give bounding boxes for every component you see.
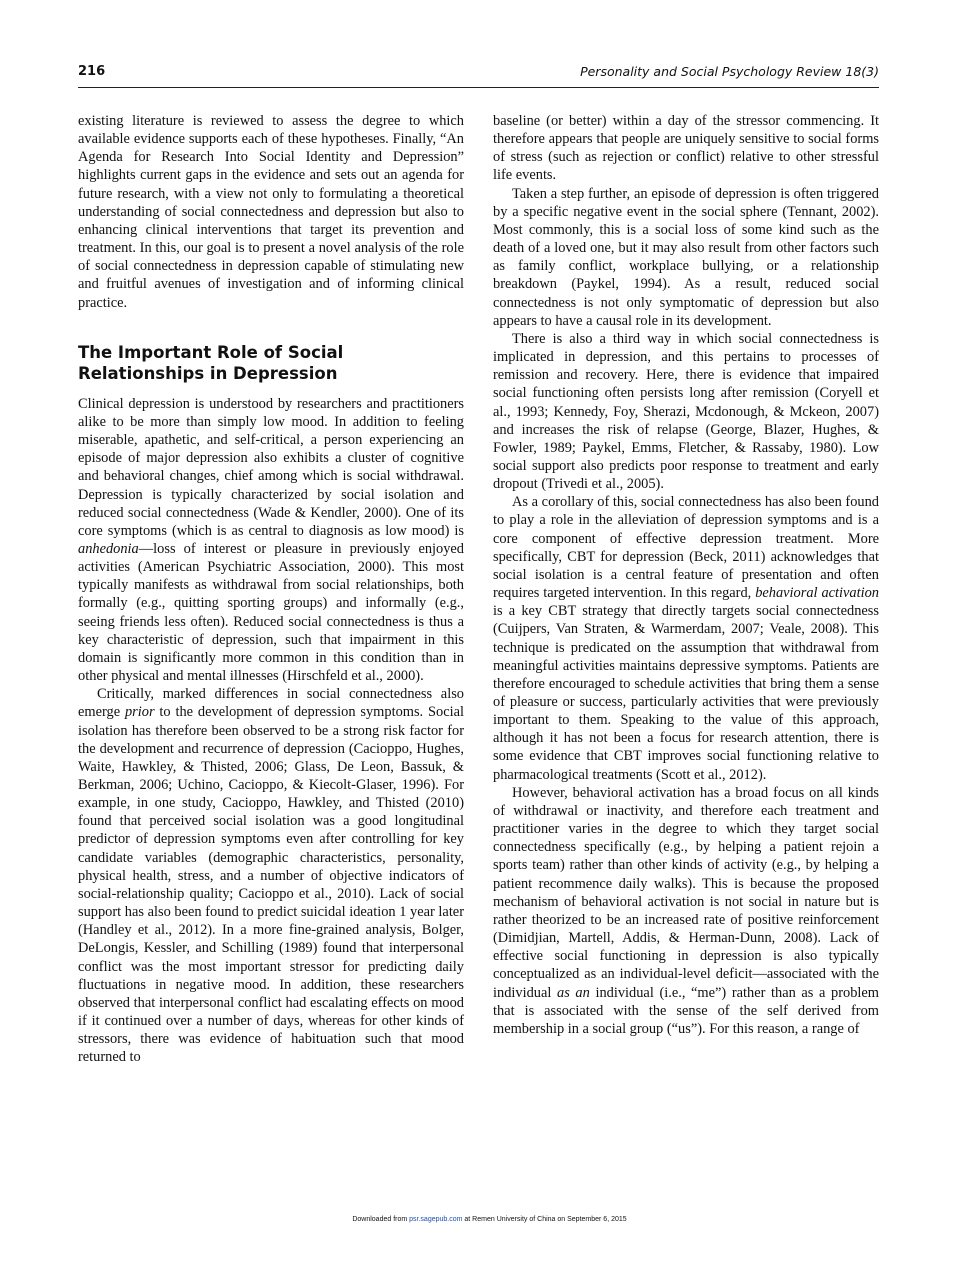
emphasis-as-an: as an — [557, 984, 590, 1001]
body-paragraph: Taken a step further, an episode of depression is often triggered by a specific negative event in the social sphere (Tennant, 2002). Most commonly, this is a social loss of some kind such as the death of a loved one, but it may also result from other factors such as family conflict, workplace bullying, or a relationship breakdown (Paykel, 1994). As a result, reduced social connectedness is not only symptomatic of depression but also appears to have a causal role in its development. — [493, 185, 879, 329]
running-header — [78, 64, 879, 86]
text-run: individual (i.e., “me”) rather than as a problem that is associated with the sense of the self derived from membership in a social group (“us”). For this reason, a range of — [493, 984, 879, 1037]
header-divider — [78, 87, 879, 88]
footer-prefix: Downloaded from — [352, 1216, 410, 1223]
body-paragraph — [78, 395, 464, 686]
body-paragraph — [78, 685, 464, 1066]
footer-suffix: at Remen University of China on September 6, 2015 — [462, 1216, 627, 1223]
text-run: —loss of interest or pleasure in previously enjoyed activities (American Psychiatric Association, 2000). This most typically manifests as withdrawal from social relationships, both formally (e.g., quitting sporting groups) and informally (e.g., seeing friends less often). Reduced social connectedness is thus a key characteristic of depression, such that impairment in this domain is significantly more common in this condition than in other physical and mental illnesses (Hirschfeld et al., 2000). — [78, 540, 464, 685]
text-run: Clinical depression is understood by researchers and practitioners alike to be more than simply low mood. In addition to feeling miserable, apathetic, and self-critical, a person experiencing an episode of major depression also exhibits a cluster of cognitive and behavioral changes, chief among which is social withdrawal. Depression is typically characterized by social isolation and reduced social connectedness (Wade & Kendler, 2000). One of its core symptoms (which is as central to diagnosis as low mood) is — [78, 395, 464, 539]
footer-site-link[interactable]: psr.sagepub.com — [409, 1216, 463, 1223]
emphasis-prior: prior — [124, 704, 155, 721]
right-column — [493, 112, 879, 1038]
journal-title: Personality and Social Psychology Review 18(3) — [580, 64, 879, 79]
intro-paragraph-end: existing literature is reviewed to assess the degree to which available evidence supports each of these hypotheses. Finally, “An Agenda for Research Into Social Identity and Depression” highlights current gaps in the evidence and sets out an agenda for future research, with a view not only to formulating a theoretical understanding of social connectedness and depression but also to enhancing clinical interventions that target its prevention and treatment. In this, our goal is to present a novel analysis of the role of social connectedness in depression capable of stimulating new and fruitful avenues of investigation and of informing clinical practice. — [78, 113, 464, 311]
section-heading: The Important Role of Social Relationships in Depression — [78, 342, 344, 383]
emphasis-behavioral-activation: behavioral activation — [755, 585, 879, 602]
download-footer — [0, 1216, 979, 1223]
text-run: As a corollary of this, social connectedness has also been found to play a role in the alleviation of depression symptoms and is a core component of effective depression treatment. More specifically, CBT for depression (Beck, 2011) acknowledges that social isolation is a central feature of presentation and often requires targeted intervention. In this regard, — [493, 494, 879, 602]
text-run: However, behavioral activation has a broad focus on all kinds of withdrawal or inactivity, and therefore each treatment and practitioner varies in the degree to which they target social connectedness specifically (e.g., by helping a patient rejoin a sports team) rather than other kinds of activity (e.g., by helping a patient recommence daily walks). This is because the proposed mechanism of behavioral activation is not social in nature but is rather theorized to be an increased rate of positive reinforcement (Dimidjian, Martell, Addis, & Herman-Dunn, 2008). Lack of effective social functioning in depression is also typically conceptualized as an individual-level deficit—associated with the individual — [493, 784, 879, 1001]
body-paragraph — [493, 784, 879, 1038]
body-paragraph: baseline (or better) within a day of the stressor commencing. It therefore appears that people are uniquely sensitive to social forms of stress (such as rejection or conflict) relative to other stressful life events. — [493, 113, 879, 184]
left-column — [78, 112, 464, 1067]
body-paragraph: There is also a third way in which social connectedness is implicated in depression, and this pertains to processes of remission and recovery. Here, there is evidence that impaired social functioning often persists long after remission (Coryell et al., 1993; Kennedy, Foy, Sherazi, Mcdonough, & Mckeon, 2007) and increases the risk of relapse (George, Blazer, Hughes, & Fowler, 1989; Paykel, Emms, Fletcher, & Rassaby, 1980). Low social support also predicts poor response to treatment and early dropout (Trivedi et al., 2005). — [493, 330, 879, 493]
body-paragraph — [493, 493, 879, 784]
text-run: to the development of depression symptoms. Social isolation has therefore been observed to be a strong risk factor for the development and recurrence of depression (Cacioppo, Hughes, Waite, Hawkley, & Thisted, 2006; Glass, De Leon, Bassuk, & Berkman, 2006; Uchino, Cacioppo, & Kiecolt-Glaser, 1996). For example, in one study, Cacioppo, Hawkley, and Thisted (2010) found that perceived social isolation was a good longitudinal predictor of depression symptoms even after controlling for key candidate variables (demographic characteristics, personality, physical health, stress, and a number of objective indicators of social-relationship quality; Cacioppo et al., 2010). Lack of social support has also been found to predict suicidal ideation 1 year later (Handley et al., 2012). In a more fine-grained analysis, Bolger, DeLongis, Kessler, and Schilling (1989) found that interpersonal conflict was the most important stressor for predicting daily fluctuations in negative mood. In addition, these researchers observed that interpersonal conflict had escalating effects on mood if it continued over a number of days, whereas for other kinds of stressors, there was evidence of habituation such that mood returned to — [78, 704, 464, 1066]
page-number: 216 — [78, 64, 106, 79]
text-run: Critically, marked differences in social connectedness also emerge — [78, 686, 464, 721]
text-run: is a key CBT strategy that directly targets social connectedness (Cuijpers, Van Straten, & Warmerdam, 2007; Veale, 2008). This technique is predicated on the assumption that withdrawal from meaningful activities maintains depressive symptoms. Patients are therefore encouraged to schedule activities that bring them a sense of pleasure or success, particularly activities that were previously important to them. Speaking to the value of this approach, although it has not been a focus for research attention, there is some evidence that CBT improves social functioning relative to pharmacological treatments (Scott et al., 2012). — [493, 603, 879, 783]
emphasis-anhedonia: anhedonia — [78, 540, 139, 557]
